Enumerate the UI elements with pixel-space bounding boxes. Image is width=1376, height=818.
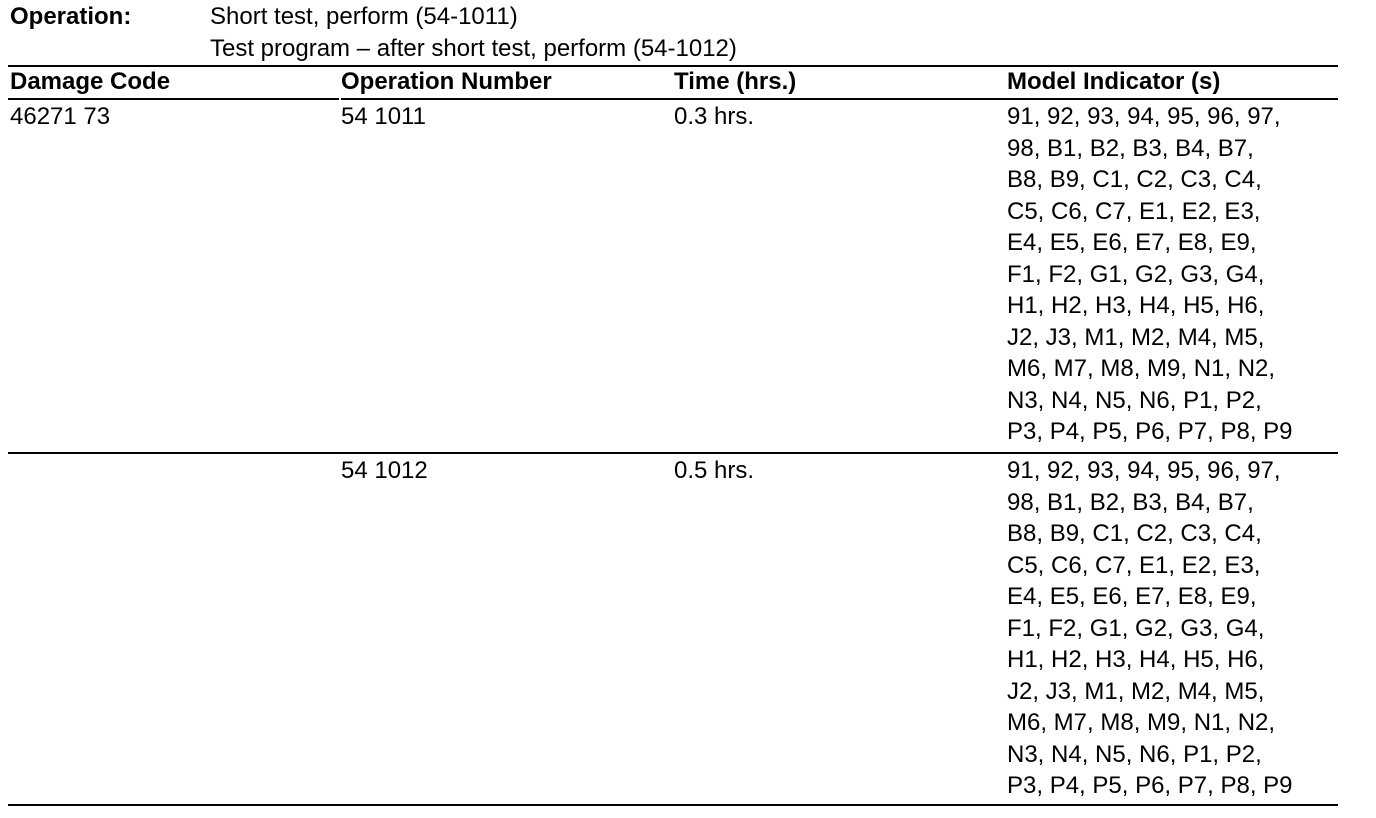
operation-line-2: Test program – after short test, perform (54-1012) xyxy=(210,35,737,62)
table-bottom-rule xyxy=(8,804,1338,806)
model-line: P3, P4, P5, P6, P7, P8, P9 xyxy=(1007,772,1293,799)
model-line: N3, N4, N5, N6, P1, P2, xyxy=(1007,386,1262,414)
model-line: C5, C6, C7, E1, E2, E3, xyxy=(1007,197,1261,225)
header-rule-left xyxy=(8,98,339,100)
model-line: N3, N4, N5, N6, P1, P2, xyxy=(1007,740,1262,768)
header-model-indicator: Model Indicator (s) xyxy=(1007,68,1221,95)
operation-label: Operation: xyxy=(10,3,132,30)
model-line: H1, H2, H3, H4, H5, H6, xyxy=(1007,292,1265,319)
model-line: M6, M7, M8, M9, N1, N2, xyxy=(1007,709,1276,736)
model-line: 91, 92, 93, 94, 95, 96, 97, xyxy=(1007,103,1281,130)
model-line: F1, F2, G1, G2, G3, G4, xyxy=(1007,260,1265,288)
model-line: C5, C6, C7, E1, E2, E3, xyxy=(1007,551,1261,579)
row-1-time: 0.3 hrs. xyxy=(674,103,755,130)
row-2-model-indicators xyxy=(1007,455,1347,802)
row-2-operation-number: 54 1012 xyxy=(341,457,428,484)
header-damage-code: Damage Code xyxy=(10,68,171,95)
model-line: E4, E5, E6, E7, E8, E9, xyxy=(1007,583,1257,610)
model-line: F1, F2, G1, G2, G3, G4, xyxy=(1007,614,1265,642)
header-rule-right xyxy=(341,98,1338,100)
model-line: H1, H2, H3, H4, H5, H6, xyxy=(1007,646,1265,673)
row-1-damage-code: 46271 73 xyxy=(10,103,111,130)
model-line: 91, 92, 93, 94, 95, 96, 97, xyxy=(1007,457,1281,484)
model-line: 98, B1, B2, B3, B4, B7, xyxy=(1007,488,1254,516)
header-time: Time (hrs.) xyxy=(674,68,797,95)
model-line: J2, J3, M1, M2, M4, M5, xyxy=(1007,323,1265,351)
model-line: B8, B9, C1, C2, C3, C4, xyxy=(1007,166,1262,193)
model-line: E4, E5, E6, E7, E8, E9, xyxy=(1007,229,1257,256)
model-line: B8, B9, C1, C2, C3, C4, xyxy=(1007,520,1262,547)
model-line: J2, J3, M1, M2, M4, M5, xyxy=(1007,677,1265,705)
row-2-time: 0.5 hrs. xyxy=(674,457,755,484)
header-operation-number: Operation Number xyxy=(341,68,552,95)
model-line: P3, P4, P5, P6, P7, P8, P9 xyxy=(1007,418,1293,445)
model-line: M6, M7, M8, M9, N1, N2, xyxy=(1007,355,1276,382)
row-1-operation-number: 54 1011 xyxy=(341,103,426,130)
model-line: 98, B1, B2, B3, B4, B7, xyxy=(1007,134,1254,162)
row-1-model-indicators xyxy=(1007,101,1347,448)
row-separator xyxy=(8,452,1338,454)
operation-line-1: Short test, perform (54-1011) xyxy=(210,3,518,30)
